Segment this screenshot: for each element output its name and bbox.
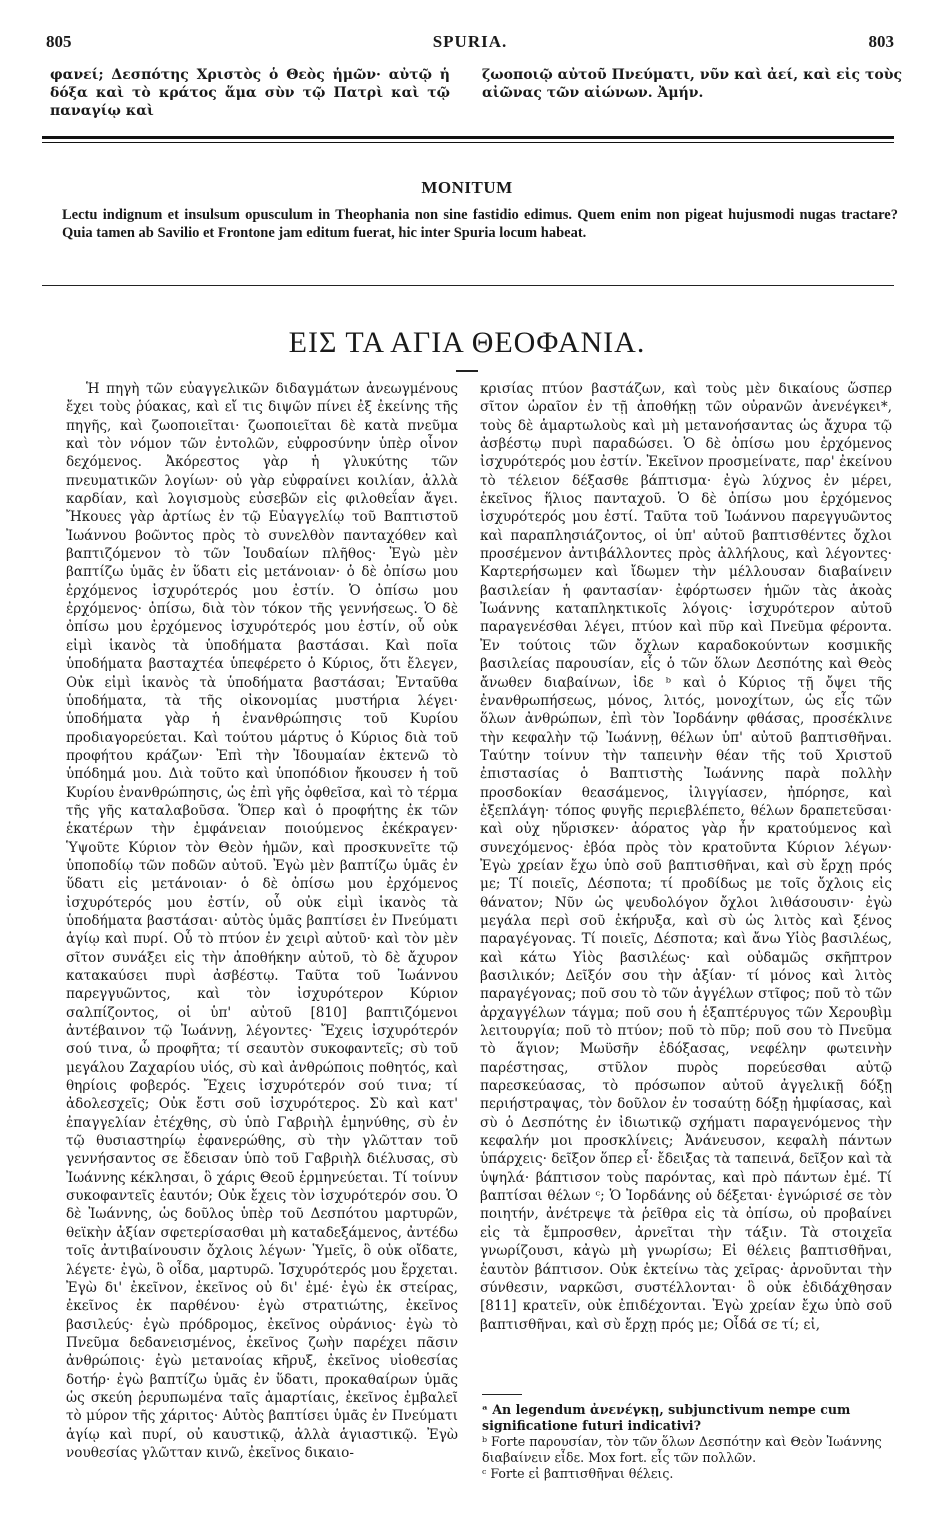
continued-text bbox=[50, 66, 902, 119]
running-head-title: SPURIA. bbox=[432, 32, 508, 51]
footnote-c: ᶜ Forte εἰ βαπτισθῆναι θέλεις. bbox=[482, 1466, 674, 1481]
body-text-left: Ἡ πηγὴ τῶν εὐαγγελικῶν διδαγμάτων ἀνεωγμένους ἔχει τοὺς ῥύακας, καὶ εἴ τις διψῶν πίνει ἐξ ἐκείνης τῆς πηγῆς, καὶ ζωοποιεῖται· ζωοποιεῖται δὲ κατὰ πνεῦμα καὶ τὸν νόμον τῶν ἐντολῶν, εὐφροσύνην ὑπὲρ οἶνον δεχόμενος. Ἀκόρεστος γὰρ ἡ γλυκύτης τῶν πνευματικῶν λογίων· οὐ γὰρ εὐφραίνει κοιλίαν, ἀλλὰ καρδίαν, καὶ λογισμοὺς εὐσεβῶν εἰς φιλοθεΐαν ἄγει. Ἤκουες γὰρ ἀρτίως ἐν τῷ Εὐαγγελίῳ τοῦ Βαπτιστοῦ Ἰωάννου βοῶντος πρὸς τὸ συνελθὸν πανταχόθεν καὶ βαπτιζόμενον τὸ τῶν Ἰουδαίων πλῆθος· Ἐγὼ μὲν βαπτίζω ὑμᾶς ἐν ὕδατι εἰς μετάνοιαν· ὁ δὲ ὀπίσω μου ἐρχόμενος ἰσχυρότερός μου ἐστίν. Ὁ ὀπίσω μου ἐρχόμενος· ὀπίσω, διὰ τὸν τόκον τῆς γεννήσεως. Ὁ δὲ ὀπίσω μου ἐρχόμενος ἰσχυρότερός μου ἐστίν, οὗ οὐκ εἰμὶ ἱκανὸς τὰ ὑποδήματα βαστάσαι. Καὶ ποῖα ὑποδήματα βασταχτέα ὑπεφέρετο ὁ Κύριος, ὅτι ἔλεγεν, Οὐκ εἰμὶ ἱκανὸς τὰ ὑποδήματα βαστάσαι; Ἐνταῦθα ὑποδήματα, τὰ τῆς οἰκονομίας μυστήρια λέγει· ὑποδήματα γὰρ ἡ ἐνανθρώπησις τοῦ Κυρίου προδιαγορεύεται. Καὶ τούτου μάρτυς ὁ Κύριος διὰ τοῦ προφήτου κράζων· Ἐπὶ τὴν Ἰδουμαίαν ἐκτενῶ τὸ ὑπόδημά μου. Διὰ τοῦτο καὶ ὑποπόδιον ἤκουσεν ἡ τοῦ Κυρίου ἐνανθρώπησις, ὡς ἐπὶ γῆς ὀφθεῖσα, καὶ τὸ τέρμα τῆς γῆς καταλαβοῦσα. Ὅπερ καὶ ὁ προφήτης ἐκ τῶν ἑκατέρων τὴν ἐμφάνειαν ποιούμενος ἐκέκραγεν· Ὑψοῦτε Κύριον τὸν Θεὸν ἡμῶν, καὶ προσκυνεῖτε τῷ ὑποποδίῳ τῶν ποδῶν αὐτοῦ. Ἐγὼ μὲν βαπτίζω ὑμᾶς ἐν ὕδατι εἰς μετάνοιαν· ὁ δὲ ὀπίσω μου ἐρχόμενος ἰσχυρότερός μου ἐστίν, οὗ οὐκ εἰμὶ ἱκανὸς τὰ ὑποδήματα βαστάσαι· αὐτὸς ὑμᾶς βαπτίσει ἐν Πνεύματι ἁγίῳ καὶ πυρί. Οὗ τὸ πτύον ἐν χειρὶ αὐτοῦ· καὶ τὸν μὲν σῖτον συνάξει εἰς τὴν ἀποθήκην αὐτοῦ, τὸ δὲ ἄχυρον κατακαύσει πυρὶ ἀσβέστῳ. Ταῦτα τοῦ Ἰωάννου παρεγγυῶντος, καὶ τὸν ἰσχυρότερον Κύριον σαλπίζοντος, οἱ ὑπ' αὐτοῦ [810] βαπτιζόμενοι ἀντέβαινον τῷ Ἰωάννῃ, λέγοντες· Ἔχεις ἰσχυρότερόν σού τινα, ὦ προφῆτα; τί σεαυτὸν συκοφαντεῖς; σὺ τοῦ μεγάλου Ζαχαρίου υἱός, σὺ καὶ ἀνθρώποις ποθητός, καὶ θηρίοις φοβερός. Ἔχεις ἰσχυρότερόν σού τινα; τί ἀδολεσχεῖς; Οὐκ ἔστι σοῦ ἰσχυρότερος. Σὺ καὶ κατ' ἐπαγγελίαν ἐτέχθης, σὺ ὑπὸ Γαβριὴλ ἐμηνύθης, σὺ ἐν τῷ θυσιαστηρίῳ ἐφανερώθης, σὺ τὴν γλῶτταν τοῦ γεννήσαντος σε ἔδεισαν ὑπὸ τοῦ Γαβριὴλ διέλυσας, σὺ Ἰωάννης κέκλησαι, ὃ χάρις Θεοῦ ἑρμηνεύεται. Τί τοίνυν συκοφαντεῖς ἑαυτόν; Οὐκ ἔχεις τὸν ἰσχυρότερόν σου. Ὁ δὲ Ἰωάννης, ὡς δοῦλος ὑπὲρ τοῦ Δεσπότου μαρτυρῶν, θεϊκὴν ἀξίαν σφετερίσασθαι μὴ καταδεξάμενος, ἀντέδω τοῖς ἀντιβαίνουσιν ὄχλοις λέγων· Ὑμεῖς, ὃ οὐκ οἴδατε, λέγετε· ἐγὼ, ὃ οἶδα, μαρτυρῶ. Ἰσχυρότερός μου ἔρχεται. Ἐγὼ δι' ἐκεῖνον, ἐκεῖνος οὐ δι' ἐμέ· ἐγὼ ἐκ στείρας, ἐκεῖνος ἐκ παρθένου· ἐγὼ στρατιώτης, ἐκεῖνος βασιλεύς· ἐγὼ πρόδρομος, ἐκεῖνος οὐράνιος· ἐγὼ τὸ Πνεῦμα δεδανεισμένος, ἐκεῖνος ζωὴν παρέχει πᾶσιν ἀνθρώποις· ἐγὼ μετανοίας κῆρυξ, ἐκεῖνος υἱοθεσίας δοτήρ· ἐγὼ βαπτίζω ὑμᾶς ἐν ὕδατι, προκαθαίρων ὑμᾶς ὡς σκεύη ῥερυπωμένα ταῖς ἁμαρτίαις, ἐκεῖνος ἐμβαλεῖ τὸ μύρον τῆς χάριτος· Αὐτὸς βαπτίσει ὑμᾶς ἐν Πνεύματι ἁγίῳ καὶ πυρί, οὐ καυστικῷ, ἀλλὰ ἁγιαστικῷ. Ἐγὼ νουθεσίας γλῶτταν κινῶ, ἐκεῖνος δικαιο- bbox=[66, 381, 458, 1461]
double-rule bbox=[42, 136, 894, 143]
sermon-title-text: ΕΙΣ ΤΑ ΑΓΙΑ ΘΕΟΦΑΝΙΑ. bbox=[288, 326, 646, 359]
monitum-heading: MONITUM bbox=[421, 178, 513, 197]
body-text-right: κρισίας πτύον βαστάζων, καὶ τοὺς μὲν δικαίους ὥσπερ σῖτον ὡραῖον ἐν τῇ ἀποθήκῃ τῶν οὐρανῶν ἀνενέγκει*, τοὺς δὲ ἁμαρτωλοὺς καὶ μὴ μετανοήσαντας ὡς ἄχυρα τῷ ἀσβέστῳ πυρὶ παραδώσει. Ὁ δὲ ὀπίσω μου ἐρχόμενος ἰσχυρότερός μου ἐστίν. Ἐκεῖνον προσμείνατε, παρ' ἐκείνου τὸ τέλειον δέξασθε βάπτισμα· ἐγὼ λύχνος ἐν μέρει, ἐκεῖνος ἥλιος πανταχοῦ. Ὁ δὲ ὀπίσω μου ἐρχόμενος ἰσχυρότερός μου ἐστί. Ταῦτα τοῦ Ἰωάννου παρεγγυῶντος καὶ παραπλησιάζοντος, οἱ ὑπ' αὐτοῦ βαπτισθέντες ὄχλοι προσέμενον ἀντιβάλλοντες πρὸς ἀλλήλους, καὶ λέγοντες· Καρτερήσωμεν καὶ ἴδωμεν τὴν μέλλουσαν διαβαίνειν βασιλείαν ἡ φαντασίαν· ἐφόρτωσεν ἡμῶν τὰς ἀκοὰς Ἰωάννης καταπληκτικοῖς λόγοις· ἰσχυρότερον αὐτοῦ παραγενέσθαι λέγει, πτύον καὶ πῦρ καὶ Πνεῦμα φέροντα. Ἐν τούτοις τῶν ὄχλων καραδοκούντων κοσμικῆς βασιλείας παρουσίαν, εἷς ὁ τῶν ὅλων Δεσπότης καὶ Θεὸς ἄνωθεν διαβαίνων, ἰδε ᵇ καὶ ὁ Κύριος τῇ ὄψει τῆς ἐνανθρωπήσεως, μόνος, λιτός, μονοχίτων, ὡς εἷς τῶν ὅλων ἀνθρώπων, ἐπὶ τὸν Ἰορδάνην φθάσας, προσέκλινε τὴν κεφαλὴν τῷ Ἰωάννῃ, θέλων ὑπ' αὐτοῦ βαπτισθῆναι. Ταύτην τοίνυν τὴν ταπεινὴν θέαν τῆς τοῦ Χριστοῦ ἐπιστασίας ὁ Βαπτιστὴς Ἰωάννης παρὰ πολλὴν προσδοκίαν θεασάμενος, ἰλιγγίασεν, ἠπόρησε, καὶ ἐξεπλάγη· τόπος φυγῆς περιεβλέπετο, θέλων δραπετεῦσαι· καὶ οὐχ ηὕρισκεν· ἀόρατος γὰρ ἦν κρατούμενος καὶ συνεχόμενος· ἐβόα πρὸς τὸν κρατοῦντα Κύριον λέγων· Ἐγὼ χρείαν ἔχω ὑπὸ σοῦ βαπτισθῆναι, καὶ σὺ ἔρχῃ πρός με; Τί ποιεῖς, Δέσποτα; τί προδίδως με τοῖς ὄχλοις εἰς θάνατον; Νῦν ὡς ψευδολόγον ὄχλοι λιθάσουσιν· ἐγὼ μεγάλα περὶ σοῦ ἐκήρυξα, καὶ σὺ ὡς λιτὸς καὶ ξένος παραγέγονας. Τί ποιεῖς, Δέσποτα; καὶ ἄνω Υἱὸς βασιλέως, καὶ κάτω Υἱὸς βασιλέως· καὶ οὐδαμῶς σκῆπτρον βασιλικόν; Δεῖξόν σου τὴν ἀξίαν· τί μόνος καὶ λιτὸς παραγέγονας; ποῦ σου τὸ τῶν ἀγγέλων στῖφος; ποῦ τὸ τῶν ἀρχαγγέλων τάγμα; ποῦ σου ἡ ἑξαπτέρυγος τῶν Χερουβὶμ λειτουργία; ποῦ τὸ πτύον; ποῦ τὸ πῦρ; ποῦ σου τὸ Πνεῦμα τὸ ἅγιον; Μωϋσῆν ἐδόξασας, νεφέλην φωτεινὴν παρέστησας, στῦλον πυρὸς πορεύεσθαι αὐτῷ παρεσκεύασας, τὸ πρόσωπον αὐτοῦ ἀγγελικῇ δόξῃ περιήστραψας, τὸν δοῦλον ἐν τοσαύτῃ δόξῃ ἠμφίασας, καὶ σὺ ὁ Δεσπότης ἐν ἰδιωτικῷ σχήματι παραγενόμενος τὴν κεφαλήν μοι προσκλίνεις; Ἀνάνευσον, κεφαλὴ πάντων ὑπάρχεις· δεῖξον ὅπερ εἶ· ἔδειξας τὰ ταπεινά, δεῖξον καὶ τὰ ὑψηλά· βάπτισον τοὺς παρόντας, καὶ πρὸ πάντων ἐμέ. Τί βαπτίσαι θέλων ᶜ; Ὁ Ἰορδάνης οὐ δέξεται· ἐγνώρισέ σε τὸν ποιητήν, ἀνέτρεψε τὰ ῥεῖθρα εἰς τὰ ὀπίσω, οὐ προβαίνει εἰς τὰ ἔμπροσθεν, ἀρνεῖται τὴν τάξιν. Τὰ στοιχεῖα γνωρίζουσι, κἀγὼ μὴ γνωρίσω; Εἰ θέλεις βαπτισθῆναι, ἑαυτὸν βάπτισον. Οὐκ ἐκτείνω τὰς χεῖρας· ἀρνοῦνται τὴν σύνθεσιν, ναρκῶσι, συστέλλονται· ὃ οὐκ ἐδιδάχθησαν [811] κρατεῖν, οὐκ ἐπιδέχονται. Ἐγὼ χρείαν ἔχω ὑπὸ σοῦ βαπτισθῆναι, καὶ σὺ ἔρχῃ πρός με; Οἶδά σε τί; εἰ, bbox=[480, 381, 892, 1333]
body-column-left bbox=[66, 380, 458, 1462]
footnote-rule bbox=[482, 1394, 522, 1395]
title-underline bbox=[456, 370, 478, 372]
continued-text-left: φανεί; Δεσπότης Χριστὸς ὁ Θεὸς ἡμῶν· αὐτῷ ἡ δόξα καὶ τὸ κράτος ἅμα σὺν τῷ Πατρὶ καὶ τῷ παναγίῳ καὶ bbox=[50, 67, 450, 119]
section-divider bbox=[42, 285, 894, 286]
monitum-text: Lectu indignum et insulsum opusculum in Theophania non sine fastidio edimus. Quem enim non pigeat hujusmodi nugas tractare? Quia tamen ab Savilio et Frontone jam editum fuerat, hic inter Spuria locum habeat. bbox=[62, 207, 898, 241]
body-column-right bbox=[480, 380, 892, 1334]
footnote-a: ᵃ An legendum ἀνενέγκῃ, subjunctivum nempe cum significatione futuri indicativi? bbox=[482, 1402, 851, 1433]
page-number-right: 803 bbox=[868, 32, 894, 51]
sermon-title bbox=[0, 326, 934, 360]
footnote-b: ᵇ Forte παρουσίαν, τὸν τῶν ὅλων Δεσπότην καὶ Θεὸν Ἰωάννης διαβαίνειν εἶδε. Mox fort. εἷς τῶν πολλῶν. bbox=[482, 1434, 882, 1465]
continued-text-right: ζωοποιῷ αὐτοῦ Πνεύματι, νῦν καὶ ἀεί, καὶ εἰς τοὺς αἰῶνας τῶν αἰώνων. Ἀμήν. bbox=[482, 67, 902, 101]
running-head bbox=[46, 32, 894, 54]
footnotes bbox=[482, 1402, 892, 1482]
page-number-left: 805 bbox=[46, 32, 72, 51]
